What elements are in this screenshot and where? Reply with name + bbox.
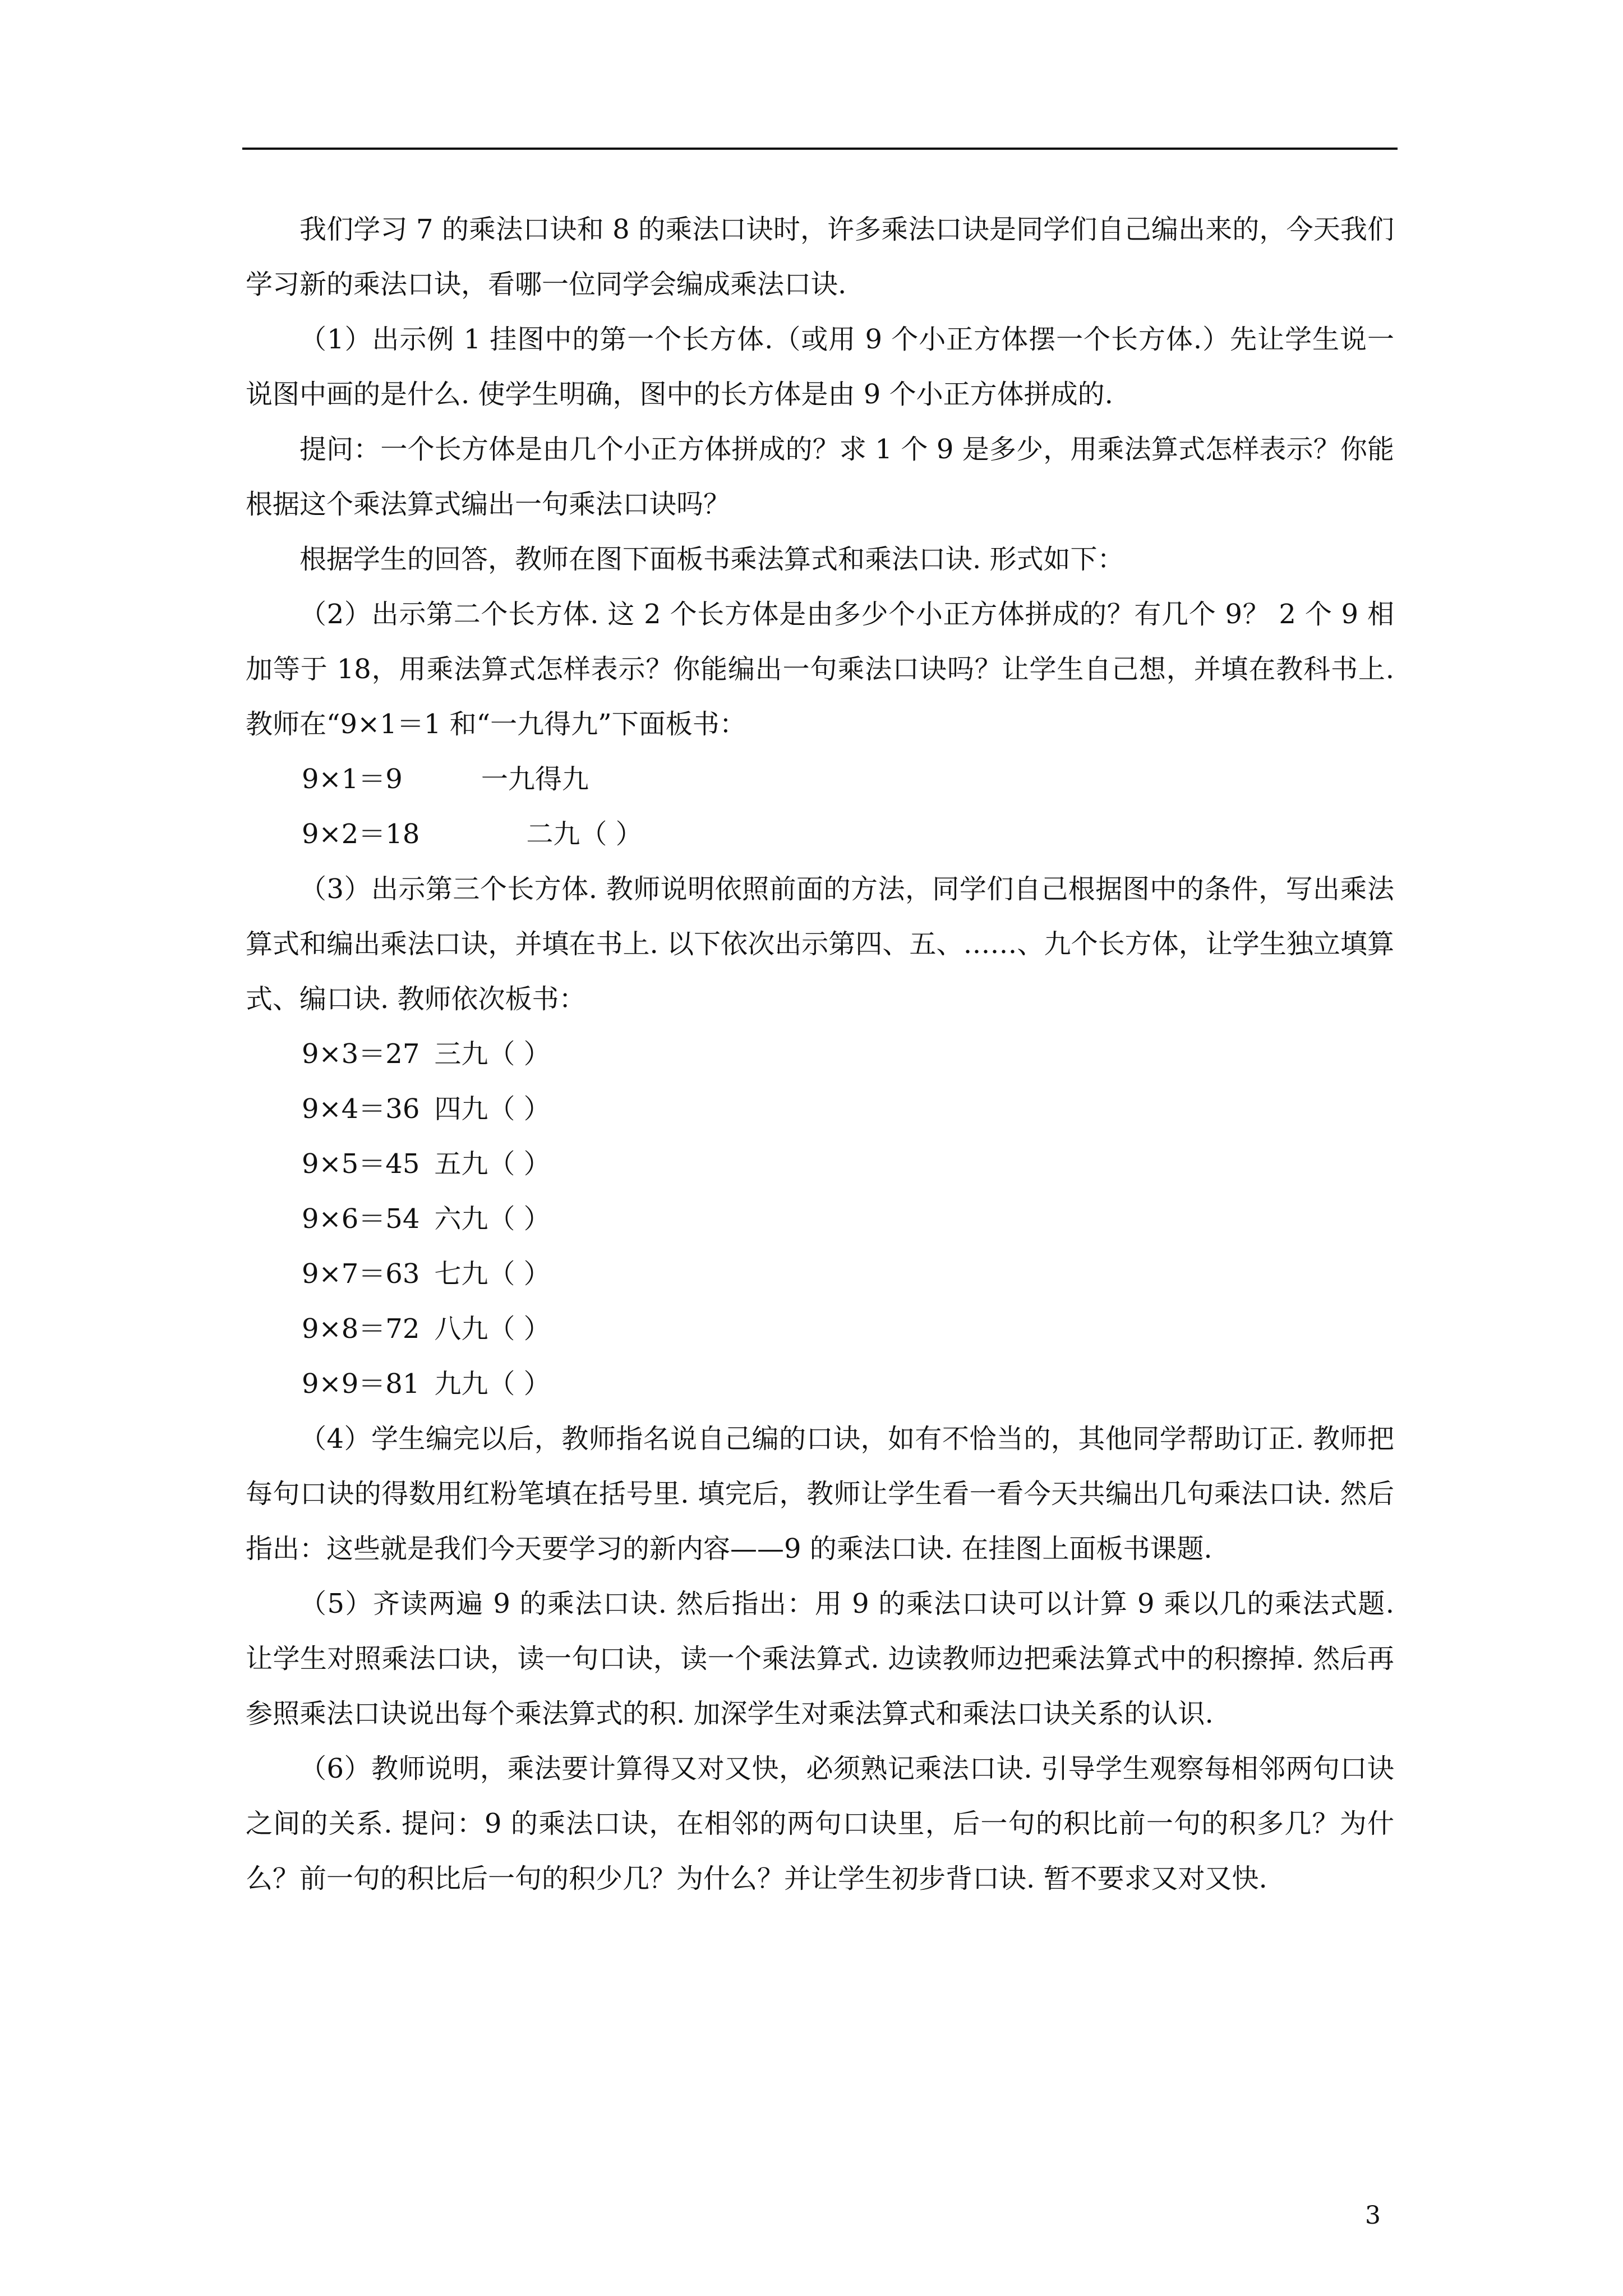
board-equation: 9×4＝36	[302, 1093, 420, 1125]
board-equation: 9×8＝72	[302, 1313, 420, 1345]
board-rhyme: 一九得九	[481, 763, 589, 795]
board-equation: 9×7＝63	[302, 1258, 420, 1290]
paragraph: （3）出示第三个长方体. 教师说明依照前面的方法，同学们自己根据图中的条件，写出乘法算式和编出乘法口诀，并填在书上. 以下依次出示第四、五、……、九个长方体，让学生独立填算式、编口诀. 教师依次板书：	[246, 873, 1394, 1015]
page-number: 3	[1365, 2201, 1381, 2230]
board-line	[246, 1246, 1394, 1301]
board-line	[246, 1082, 1394, 1137]
paragraph: （6）教师说明，乘法要计算得又对又快，必须熟记乘法口诀. 引导学生观察每相邻两句口诀之间的关系. 提问：9 的乘法口诀，在相邻的两句口诀里，后一句的积比前一句的积多几？为什么？前一句的积比后一句的积少几？为什么？并让学生初步背口诀. 暂不要求又对又快.	[246, 1753, 1394, 1894]
paragraph: （2）出示第二个长方体. 这 2 个长方体是由多少个小正方体拼成的？有几个 9？ 2 个 9 相加等于 18，用乘法算式怎样表示？你能编出一句乘法口诀吗？让学生自己想，并填在教科书上. 教师在“9×1＝1 和“一九得九”下面板书：	[246, 599, 1394, 740]
board-equation: 9×6＝54	[302, 1203, 420, 1235]
board-line	[246, 1191, 1394, 1246]
paragraph: （5）齐读两遍 9 的乘法口诀. 然后指出：用 9 的乘法口诀可以计算 9 乘以几的乘法式题. 让学生对照乘法口诀，读一句口诀，读一个乘法算式. 边读教师边把乘法算式中的积擦掉. 然后再参照乘法口诀说出每个乘法算式的积. 加深学生对乘法算式和乘法口诀关系的认识.	[246, 1588, 1394, 1729]
paragraph: 根据学生的回答，教师在图下面板书乘法算式和乘法口诀. 形式如下：	[299, 544, 1124, 575]
board-equation: 9×1＝9	[302, 763, 403, 795]
board-equation: 9×9＝81	[302, 1368, 420, 1400]
header-rule	[242, 148, 1398, 150]
board-line	[246, 1027, 1394, 1082]
board-rhyme: 八九（ ）	[434, 1313, 551, 1345]
paragraph: （1）出示例 1 挂图中的第一个长方体.（或用 9 个小正方体摆一个长方体.）先让学生说一说图中画的是什么. 使学生明确，图中的长方体是由 9 个小正方体拼成的.	[246, 324, 1394, 410]
document-body	[246, 202, 1394, 1906]
board-rhyme: 四九（ ）	[434, 1093, 551, 1125]
board-rhyme: 七九（ ）	[434, 1258, 551, 1290]
board-rhyme: 二九（ ）	[526, 818, 643, 850]
board-equation: 9×5＝45	[302, 1148, 420, 1180]
board-line	[246, 752, 1394, 807]
board-line	[246, 807, 1394, 862]
board-line	[246, 1137, 1394, 1191]
paragraph: （4）学生编完以后，教师指名说自己编的口诀，如有不恰当的，其他同学帮助订正. 教师把每句口诀的得数用红粉笔填在括号里. 填完后，教师让学生看一看今天共编出几句乘法口诀. 然后指出：这些就是我们今天要学习的新内容——9 的乘法口诀. 在挂图上面板书课题.	[246, 1423, 1394, 1565]
board-rhyme: 三九（ ）	[434, 1038, 551, 1070]
paragraph: 我们学习 7 的乘法口诀和 8 的乘法口诀时，许多乘法口诀是同学们自己编出来的，今天我们学习新的乘法口诀，看哪一位同学会编成乘法口诀.	[246, 214, 1394, 300]
board-rhyme: 六九（ ）	[434, 1203, 551, 1235]
board-rhyme: 五九（ ）	[434, 1148, 551, 1180]
board-equation: 9×3＝27	[302, 1038, 420, 1070]
board-line	[246, 1301, 1394, 1356]
paragraph: 提问：一个长方体是由几个小正方体拼成的？求 1 个 9 是多少，用乘法算式怎样表示？你能根据这个乘法算式编出一句乘法口诀吗？	[246, 434, 1394, 520]
board-line	[246, 1356, 1394, 1411]
board-rhyme: 九九（ ）	[434, 1368, 551, 1400]
board-equation: 9×2＝18	[302, 818, 420, 850]
